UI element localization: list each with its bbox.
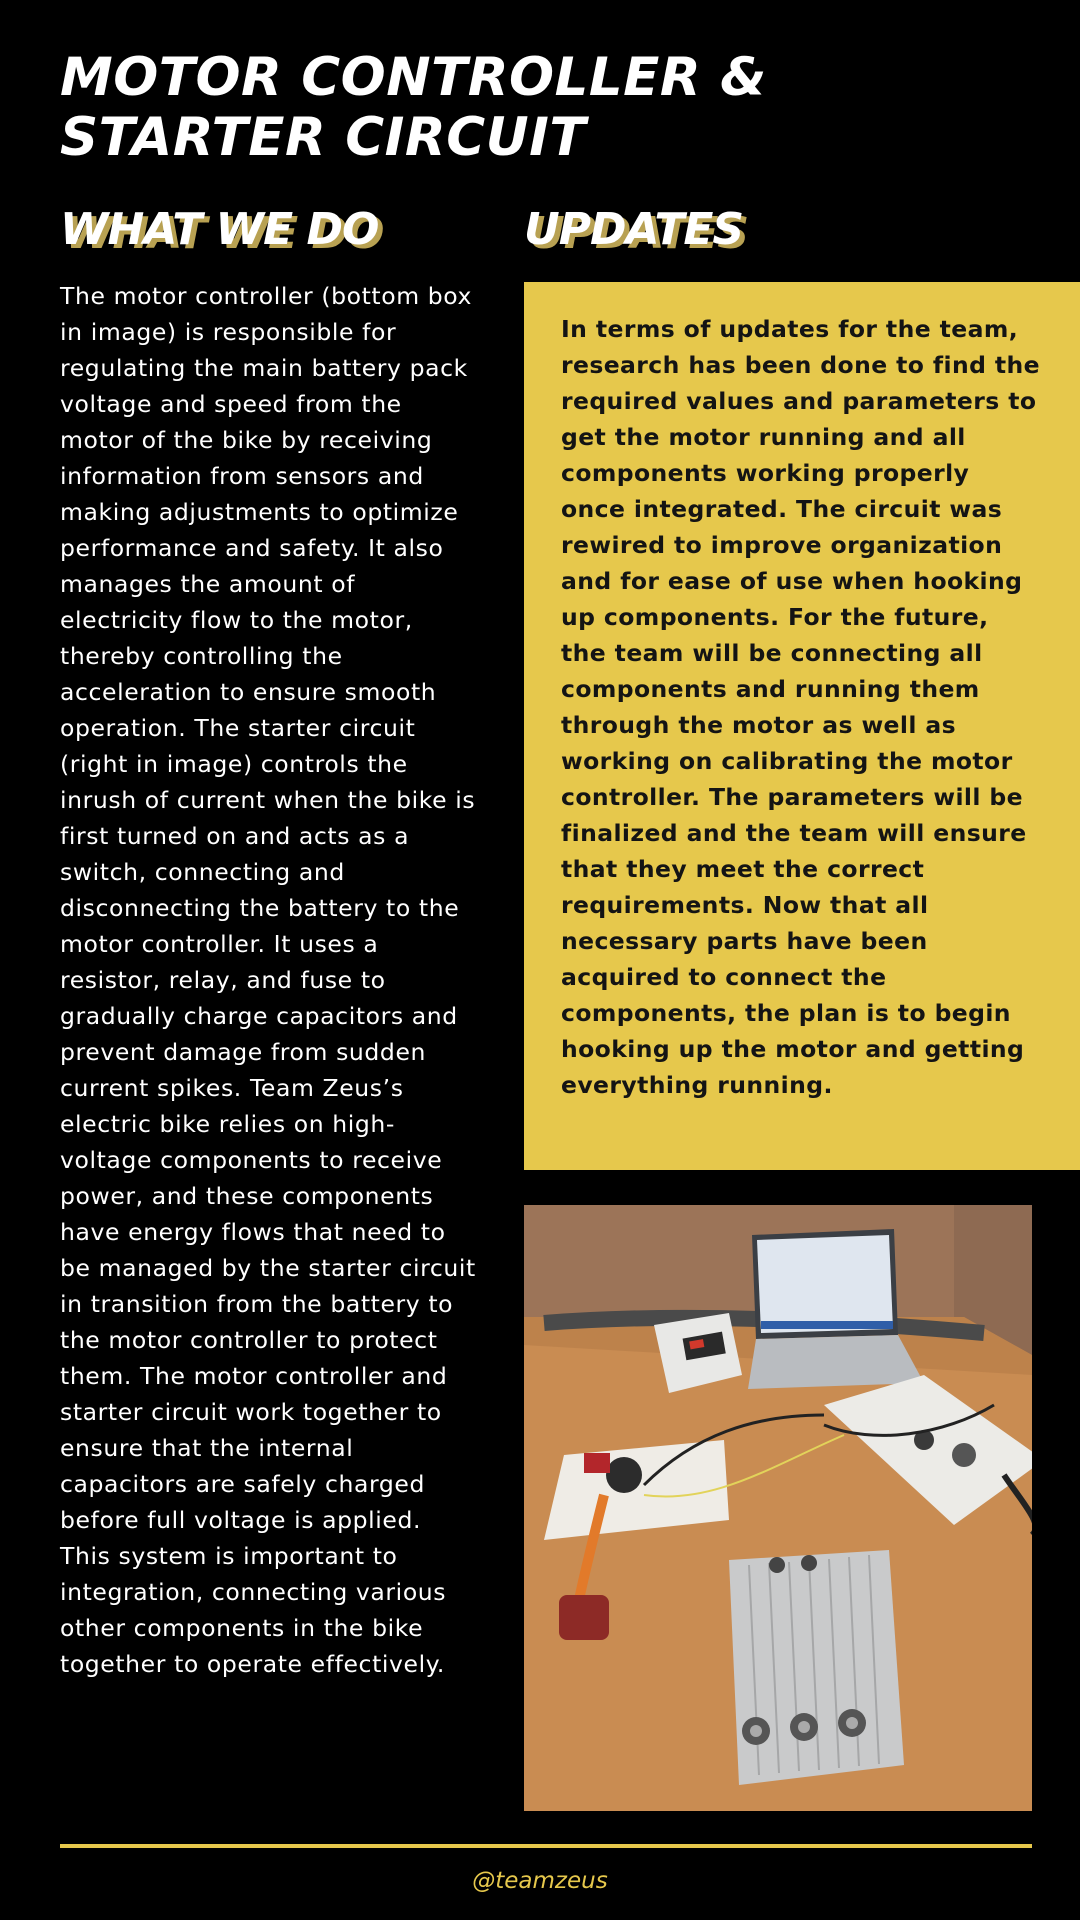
page-title	[60, 48, 960, 168]
updates-text: In terms of updates for the team, research has been done to find the required values and parameters to get the motor running and all components working properly once integrated. The circuit was rewired to improve organization and for ease of use when hooking up components. For the future, the team will be connecting all components and running them through the motor as well as working on calibrating the motor controller. The parameters will be finalized and the team will ensure that they meet the correct requirements. Now that all necessary parts have been acquired to connect the components, the plan is to begin hooking up the motor and getting everything running.	[561, 315, 1040, 1099]
workbench-photo	[524, 1205, 1032, 1811]
what-we-do-heading: WHAT WE DO	[60, 204, 379, 255]
what-we-do-text: The motor controller (bottom box in image) is responsible for regulating the main battery pack voltage and speed from the motor of the bike by receiving information from sensors and making adjustments to optimize performance and safety. It also manages the amount of electricity flow to the motor, thereby controlling the acceleration to ensure smooth operation. The starter circuit (right in image) controls the inrush of current when the bike is first turned on and acts as a switch, connecting and disconnecting the battery to the motor controller. It uses a resistor, relay, and fuse to gradually charge capacitors and prevent damage from sudden current spikes. Team Zeus’s electric bike relies on high-voltage components to receive power, and these components have energy flows that need to be managed by the starter circuit in transition from the battery to the motor controller to protect them. The motor controller and starter circuit work together to ensure that the internal capacitors are safely charged before full voltage is applied. This system is important to integration, connecting various other components in the bike together to operate effectively.	[60, 282, 476, 1678]
updates-panel	[524, 282, 1080, 1170]
updates-heading: UPDATES	[524, 204, 744, 255]
footer-divider	[60, 1844, 1032, 1848]
page-title-line-1: MOTOR CONTROLLER &	[60, 47, 767, 108]
page-title-line-2: STARTER CIRCUIT	[60, 107, 587, 168]
social-handle: @teamzeus	[472, 1868, 608, 1894]
